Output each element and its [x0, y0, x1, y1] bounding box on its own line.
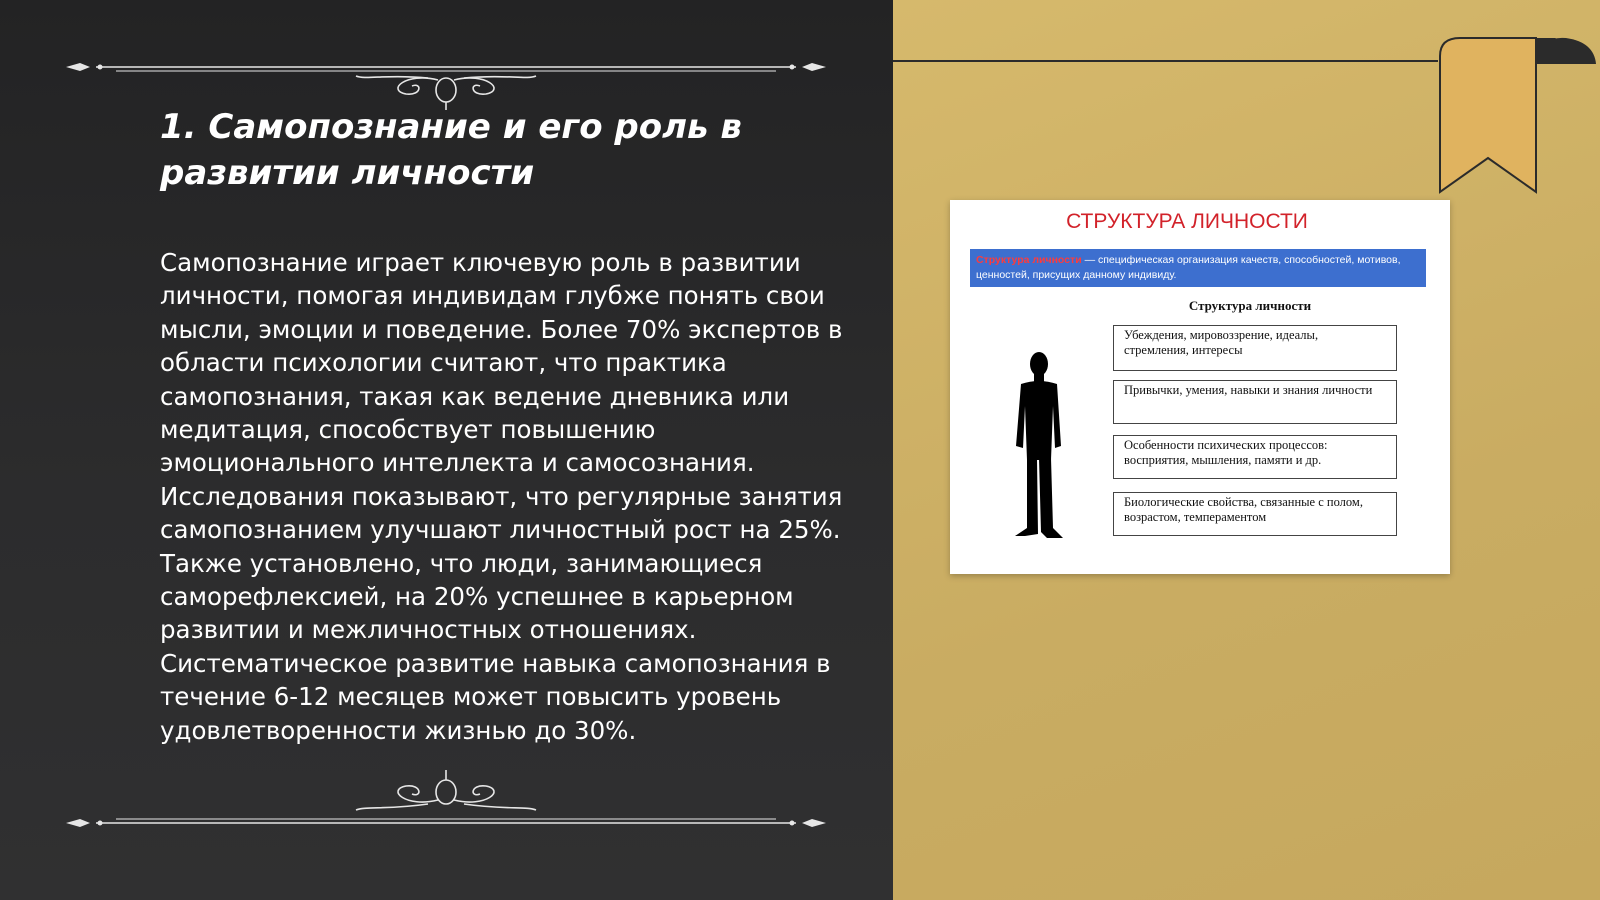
diagram-title: СТРУКТУРА ЛИЧНОСТИ	[1066, 210, 1308, 233]
slide-body-text: Самопознание играет ключевую роль в развитии личности, помогая индивидам глубже понять свои мысли, эмоции и поведение. Более 70% экспертов в области психологии считают, что практика самопознания, такая как ведение дневника или медитация, способствует повышению эмоционального интеллекта и самосознания. Исследования показывают, что регулярные занятия самопознанием улучшают личностный рост на 25%. Также установлено, что люди, занимающиеся саморефлексией, на 20% успешнее в карьерном развитии и межличностных отношениях. Систематическое развитие навыка самопознания в течение 6-12 месяцев может повысить уровень удовлетворенности жизнью до 30%.	[160, 248, 843, 745]
definition-text: — специфическая организация качеств, способностей, мотивов, ценностей, присущих данному индивиду.	[976, 254, 1401, 281]
structure-layer-mental-processes: Особенности психических процессов: восприятия, мышления, памяти и др.	[1113, 435, 1397, 479]
bookmark-ribbon-icon	[1436, 34, 1596, 198]
personality-structure-diagram	[950, 200, 1450, 574]
diagram-subtitle: Структура личности	[1188, 298, 1312, 313]
top-ornament-divider	[66, 50, 826, 110]
person-silhouette-icon	[1003, 350, 1073, 545]
definition-term: Структура личности	[976, 254, 1082, 266]
horizontal-rule	[893, 60, 1438, 62]
slide-title: 1. Самопознание и его роль в развитии личности	[160, 107, 742, 193]
structure-layer-biological: Биологические свойства, связанные с полом, возрастом, темпераментом	[1113, 492, 1397, 536]
structure-layer-beliefs: Убеждения, мировоззрение, идеалы, стремления, интересы	[1113, 325, 1397, 371]
bottom-ornament-divider	[66, 770, 826, 830]
structure-layer-habits: Привычки, умения, навыки и знания личности	[1113, 380, 1397, 424]
definition-bar	[970, 249, 1426, 287]
